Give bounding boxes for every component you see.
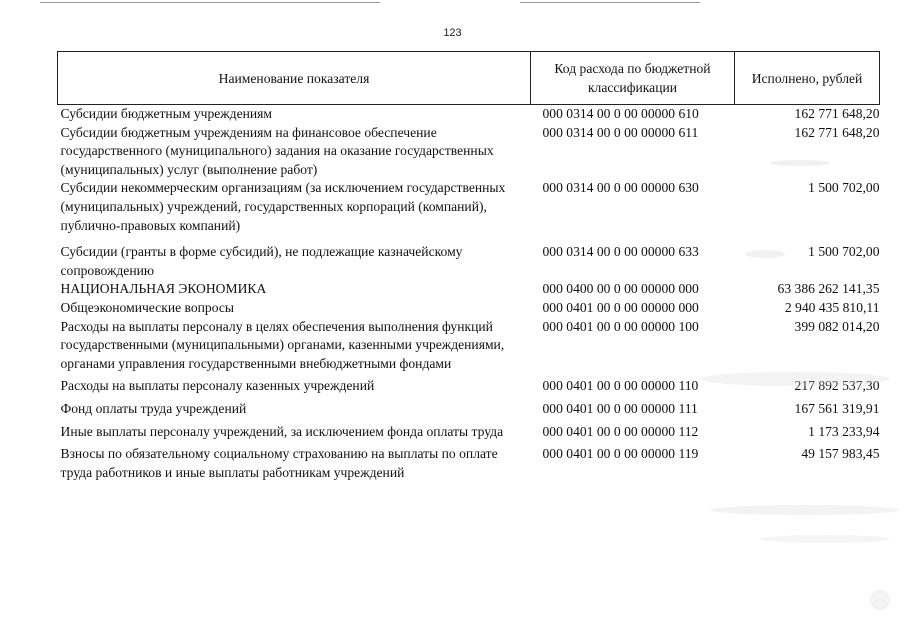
- row-name: Субсидии бюджетным учреждениям на финансовое обеспечение государственного (муниципального) задания на оказание государственных (муниципальных) услуг (выполнение работ): [60, 124, 494, 177]
- row-name: Расходы на выплаты персоналу казенных учреждений: [60, 378, 375, 394]
- table-row: [58, 243, 880, 280]
- row-amount: 1 500 702,00: [808, 180, 880, 196]
- row-code: 000 0401 00 0 00 00000 000: [542, 299, 699, 315]
- table-header-row: [58, 52, 880, 105]
- row-code: 000 0401 00 0 00 00000 111: [542, 400, 698, 416]
- row-name: Субсидии некоммерческим организациям (за исключением государственных (муниципальных) учреждений, государственных корпораций (компаний), публично-правовых компаний): [60, 180, 506, 233]
- row-amount: 162 771 648,20: [794, 106, 880, 121]
- row-code: 000 0314 00 0 00 00000 633: [542, 244, 699, 260]
- row-code: 000 0401 00 0 00 00000 119: [542, 446, 699, 462]
- row-name: Взносы по обязательному социальному страхованию на выплаты по оплате труда работников и иные выплаты работникам учреждений: [60, 446, 498, 480]
- row-name: Иные выплаты персоналу учреждений, за исключением фонда оплаты труда: [60, 423, 504, 439]
- row-amount: 217 892 537,30: [794, 378, 880, 394]
- table-row: [58, 280, 880, 299]
- table-row: [58, 299, 880, 318]
- table-row: [58, 423, 880, 446]
- row-amount: 63 386 262 141,35: [777, 281, 880, 297]
- row-code: 000 0314 00 0 00 00000 630: [542, 180, 699, 196]
- row-code: 000 0400 00 0 00 00000 000: [542, 281, 699, 297]
- table-row: [58, 318, 880, 378]
- budget-execution-table: [57, 51, 880, 482]
- row-name: Фонд оплаты труда учреждений: [60, 400, 247, 416]
- table-row: [58, 105, 880, 124]
- row-amount: 1 500 702,00: [808, 244, 880, 260]
- header-name: Наименование показателя: [58, 52, 531, 105]
- scan-speckle: [760, 535, 890, 543]
- header-code: Код расхода по бюджетной классификации: [531, 52, 735, 105]
- row-code: 000 0314 00 0 00 00000 610: [542, 106, 699, 121]
- scan-speckle: [870, 590, 890, 610]
- scan-speckle: [710, 505, 900, 515]
- row-name: Расходы на выплаты персоналу в целях обеспечения выполнения функций государственными (муниципальными) органами, казенными учреждениями, органами управления государственными внебюджетными фондами: [60, 318, 505, 371]
- top-rule-left: [40, 2, 380, 3]
- page-number: 123: [443, 27, 462, 39]
- row-code: 000 0401 00 0 00 00000 100: [542, 318, 699, 334]
- row-amount: 167 561 319,91: [794, 400, 880, 416]
- scan-speckle: [770, 160, 830, 166]
- row-name: НАЦИОНАЛЬНАЯ ЭКОНОМИКА: [60, 281, 267, 297]
- row-amount: 49 157 983,45: [801, 446, 880, 462]
- row-code: 000 0401 00 0 00 00000 110: [542, 378, 699, 394]
- scan-speckle: [745, 250, 785, 258]
- row-amount: 162 771 648,20: [794, 124, 880, 140]
- row-name: Общеэкономические вопросы: [60, 299, 235, 315]
- row-name: Субсидии бюджетным учреждениям: [60, 106, 273, 121]
- row-name: Субсидии (гранты в форме субсидий), не подлежащие казначейскому сопровождению: [60, 244, 463, 278]
- table-row: [58, 445, 880, 482]
- row-amount: 1 173 233,94: [808, 423, 880, 439]
- scan-speckle: [700, 372, 890, 386]
- table-row: [58, 400, 880, 423]
- row-amount: 2 940 435 810,11: [784, 299, 880, 315]
- header-amount: Исполнено, рублей: [735, 52, 880, 105]
- row-code: 000 0314 00 0 00 00000 611: [542, 124, 699, 140]
- top-rule-right: [520, 2, 700, 3]
- row-amount: 399 082 014,20: [794, 318, 880, 334]
- table-row: [58, 124, 880, 180]
- table-row: [58, 179, 880, 243]
- row-code: 000 0401 00 0 00 00000 112: [542, 423, 699, 439]
